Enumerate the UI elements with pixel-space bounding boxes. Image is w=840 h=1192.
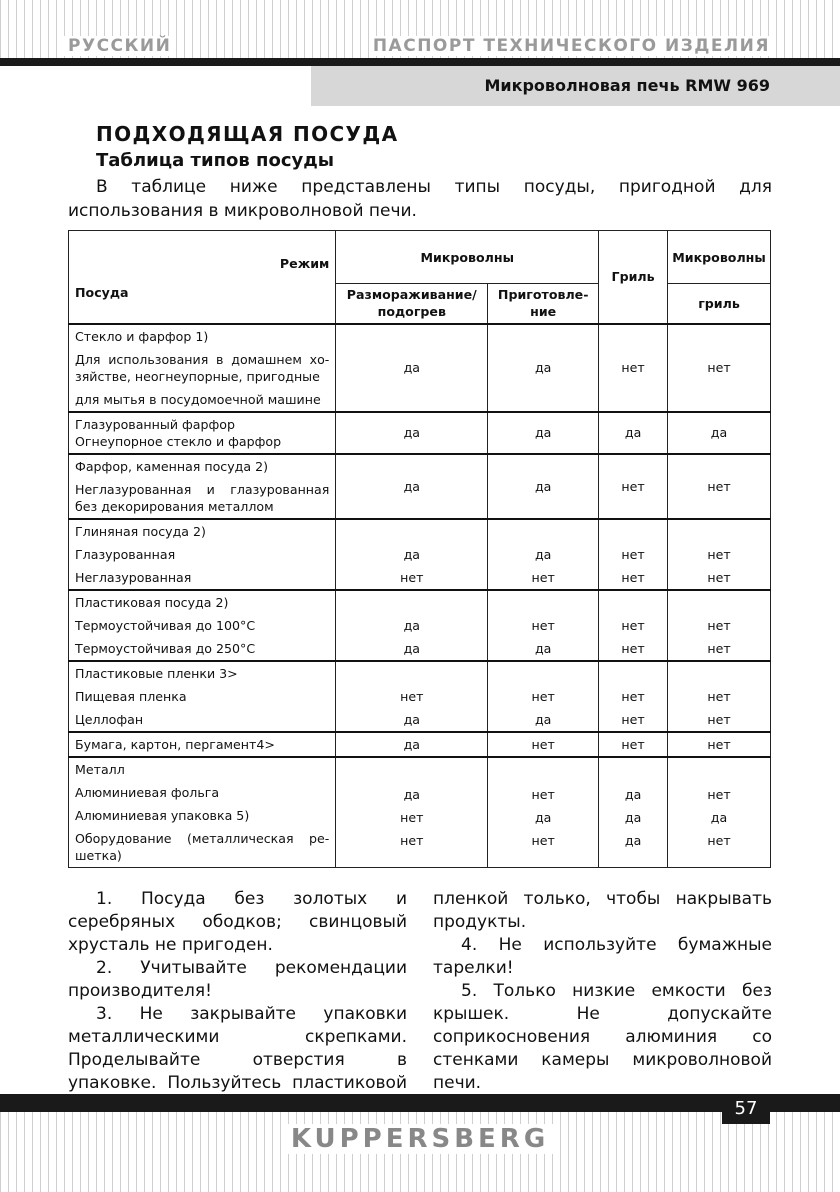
- group-title: Фарфор, каменная посуда 2): [75, 458, 269, 474]
- footnote: 1. Посуда без золотых и серебряных ободков; свинцовый хрусталь не пригоден.: [68, 889, 407, 955]
- footnote: 4. Не используйте бумажные тарелки!: [433, 935, 772, 978]
- language-label: РУССКИЙ: [64, 36, 175, 56]
- footnotes: [68, 888, 772, 1095]
- cell-value: нет: [599, 454, 668, 519]
- footer-bar: [0, 1094, 840, 1112]
- row-text: без декорирования металлом: [75, 498, 274, 514]
- cell-value: нет: [488, 732, 599, 757]
- table-row: [69, 519, 771, 590]
- table-row: [69, 324, 771, 412]
- grill-header: Гриль: [599, 231, 668, 324]
- row-text: Алюминиевая упаковка 5): [75, 807, 250, 823]
- cell-value: нет нет: [599, 519, 668, 590]
- cell-value: нет: [599, 324, 668, 412]
- mode-header: Режим: [279, 256, 330, 271]
- cell-value: нет: [668, 732, 771, 757]
- cell-value: да: [488, 324, 599, 412]
- table-row: [69, 757, 771, 868]
- cell-value: нет нет: [668, 590, 771, 661]
- cell-value: да: [488, 454, 599, 519]
- cell-value: да: [336, 454, 488, 519]
- row-label: [69, 757, 336, 868]
- row-text: Пищевая пленка: [75, 688, 187, 704]
- cell-value: нет нет: [668, 661, 771, 732]
- cell-value: да: [336, 412, 488, 454]
- table-row: [69, 454, 771, 519]
- cell-value: нет нет: [668, 519, 771, 590]
- cell-value: да да: [336, 590, 488, 661]
- row-text: Алюминиевая фольга: [75, 784, 220, 800]
- table-row: [69, 590, 771, 661]
- corner-header-cell: [69, 231, 336, 324]
- cell-value: да: [488, 412, 599, 454]
- cell-value: нет да нет: [488, 757, 599, 868]
- microwaves-header: Микроволны: [336, 231, 599, 284]
- group-title: Стекло и фарфор 1): [75, 328, 209, 344]
- section-subtitle: Таблица типов посуды: [96, 150, 335, 171]
- cell-value: да: [336, 732, 488, 757]
- brand-name: KUPPERSBERG: [283, 1124, 557, 1154]
- microwave-grill-header-top: Микроволны: [668, 231, 771, 284]
- row-text: зяйстве, неогнеупорные, пригодные: [75, 368, 320, 384]
- cell-value: нет: [668, 454, 771, 519]
- row-text: Огнеупорное стекло и фарфор: [75, 433, 282, 449]
- model-title: Микроволновая печь RMW 969: [311, 66, 840, 106]
- row-text: Термоустойчивая до 100°C: [75, 617, 256, 633]
- brand-logo: [0, 1124, 840, 1154]
- table-header-row: [69, 231, 771, 284]
- cell-value: да да да: [599, 757, 668, 868]
- defrost-header: Размораживание/ подогрев: [336, 284, 488, 324]
- group-title: Металл: [75, 761, 125, 777]
- cell-value: да нет: [336, 519, 488, 590]
- row-text: Термоустойчивая до 250°C: [75, 640, 256, 656]
- cell-value: нет нет: [599, 661, 668, 732]
- microwave-grill-header-bottom: гриль: [668, 284, 771, 324]
- cell-value: нет нет: [599, 590, 668, 661]
- row-text: Целлофан: [75, 711, 144, 727]
- row-text: Глазурованный фарфор: [75, 416, 235, 432]
- cell-value: да: [336, 324, 488, 412]
- dish-header: Посуда: [75, 285, 129, 300]
- row-label: [69, 412, 336, 454]
- footnote: 5. Только низкие емкости без крышек. Не допускайте соприкосновения алюминия со стенками камеры микроволновой печи.: [433, 981, 772, 1093]
- cell-value: нет да: [488, 661, 599, 732]
- header-bar: [0, 58, 840, 66]
- group-title: Пластиковая посуда 2): [75, 594, 229, 610]
- cell-value: да нет нет: [336, 757, 488, 868]
- section-title: ПОДХОДЯЩАЯ ПОСУДА: [96, 122, 399, 146]
- group-title: Глиняная посуда 2): [75, 523, 206, 539]
- cell-value: нет: [668, 324, 771, 412]
- group-title: Пластиковые пленки 3>: [75, 665, 238, 681]
- cell-value: нет: [599, 732, 668, 757]
- row-label: [69, 519, 336, 590]
- cell-value: да нет: [488, 519, 599, 590]
- row-label: [69, 661, 336, 732]
- row-text: Оборудование (металлическая ре-: [75, 830, 330, 846]
- row-text: Неглазурованная и глазурованная: [75, 481, 330, 497]
- row-text: Глазурованная: [75, 546, 176, 562]
- table-row: [69, 732, 771, 757]
- footnote: 3. Не закрывайте упаковки металлическими скрепками. Проделывайте отверстия в упаковке. Пользуйтесь пластиковой пленкой только, чтобы накрывать продукты.: [68, 889, 772, 1093]
- page-number: 57: [722, 1094, 770, 1124]
- cell-value: нет да нет: [668, 757, 771, 868]
- row-text: Неглазурованная: [75, 569, 192, 585]
- dishware-table: [68, 230, 771, 868]
- cell-value: нет да: [336, 661, 488, 732]
- cell-value: да: [599, 412, 668, 454]
- intro-paragraph: В таблице ниже представлены типы посуды, пригодной для использования в микроволновой печи.: [68, 177, 772, 221]
- table-row: [69, 661, 771, 732]
- document-type-label: ПАСПОРТ ТЕХНИЧЕСКОГО ИЗДЕЛИЯ: [369, 36, 774, 56]
- row-label: [69, 590, 336, 661]
- cook-header: Приготовле- ние: [488, 284, 599, 324]
- row-text: шетка): [75, 847, 122, 863]
- footnote: 2. Учитывайте рекомендации производителя!: [68, 958, 407, 1001]
- cell-value: нет да: [488, 590, 599, 661]
- table-row: [69, 412, 771, 454]
- row-label: [69, 454, 336, 519]
- cell-value: да: [668, 412, 771, 454]
- row-text: для мытья в посудомоечной машине: [75, 391, 321, 407]
- row-label: Бумага, картон, пергамент4>: [69, 732, 336, 757]
- row-text: Для использования в домашнем хо-: [75, 351, 330, 367]
- row-label: [69, 324, 336, 412]
